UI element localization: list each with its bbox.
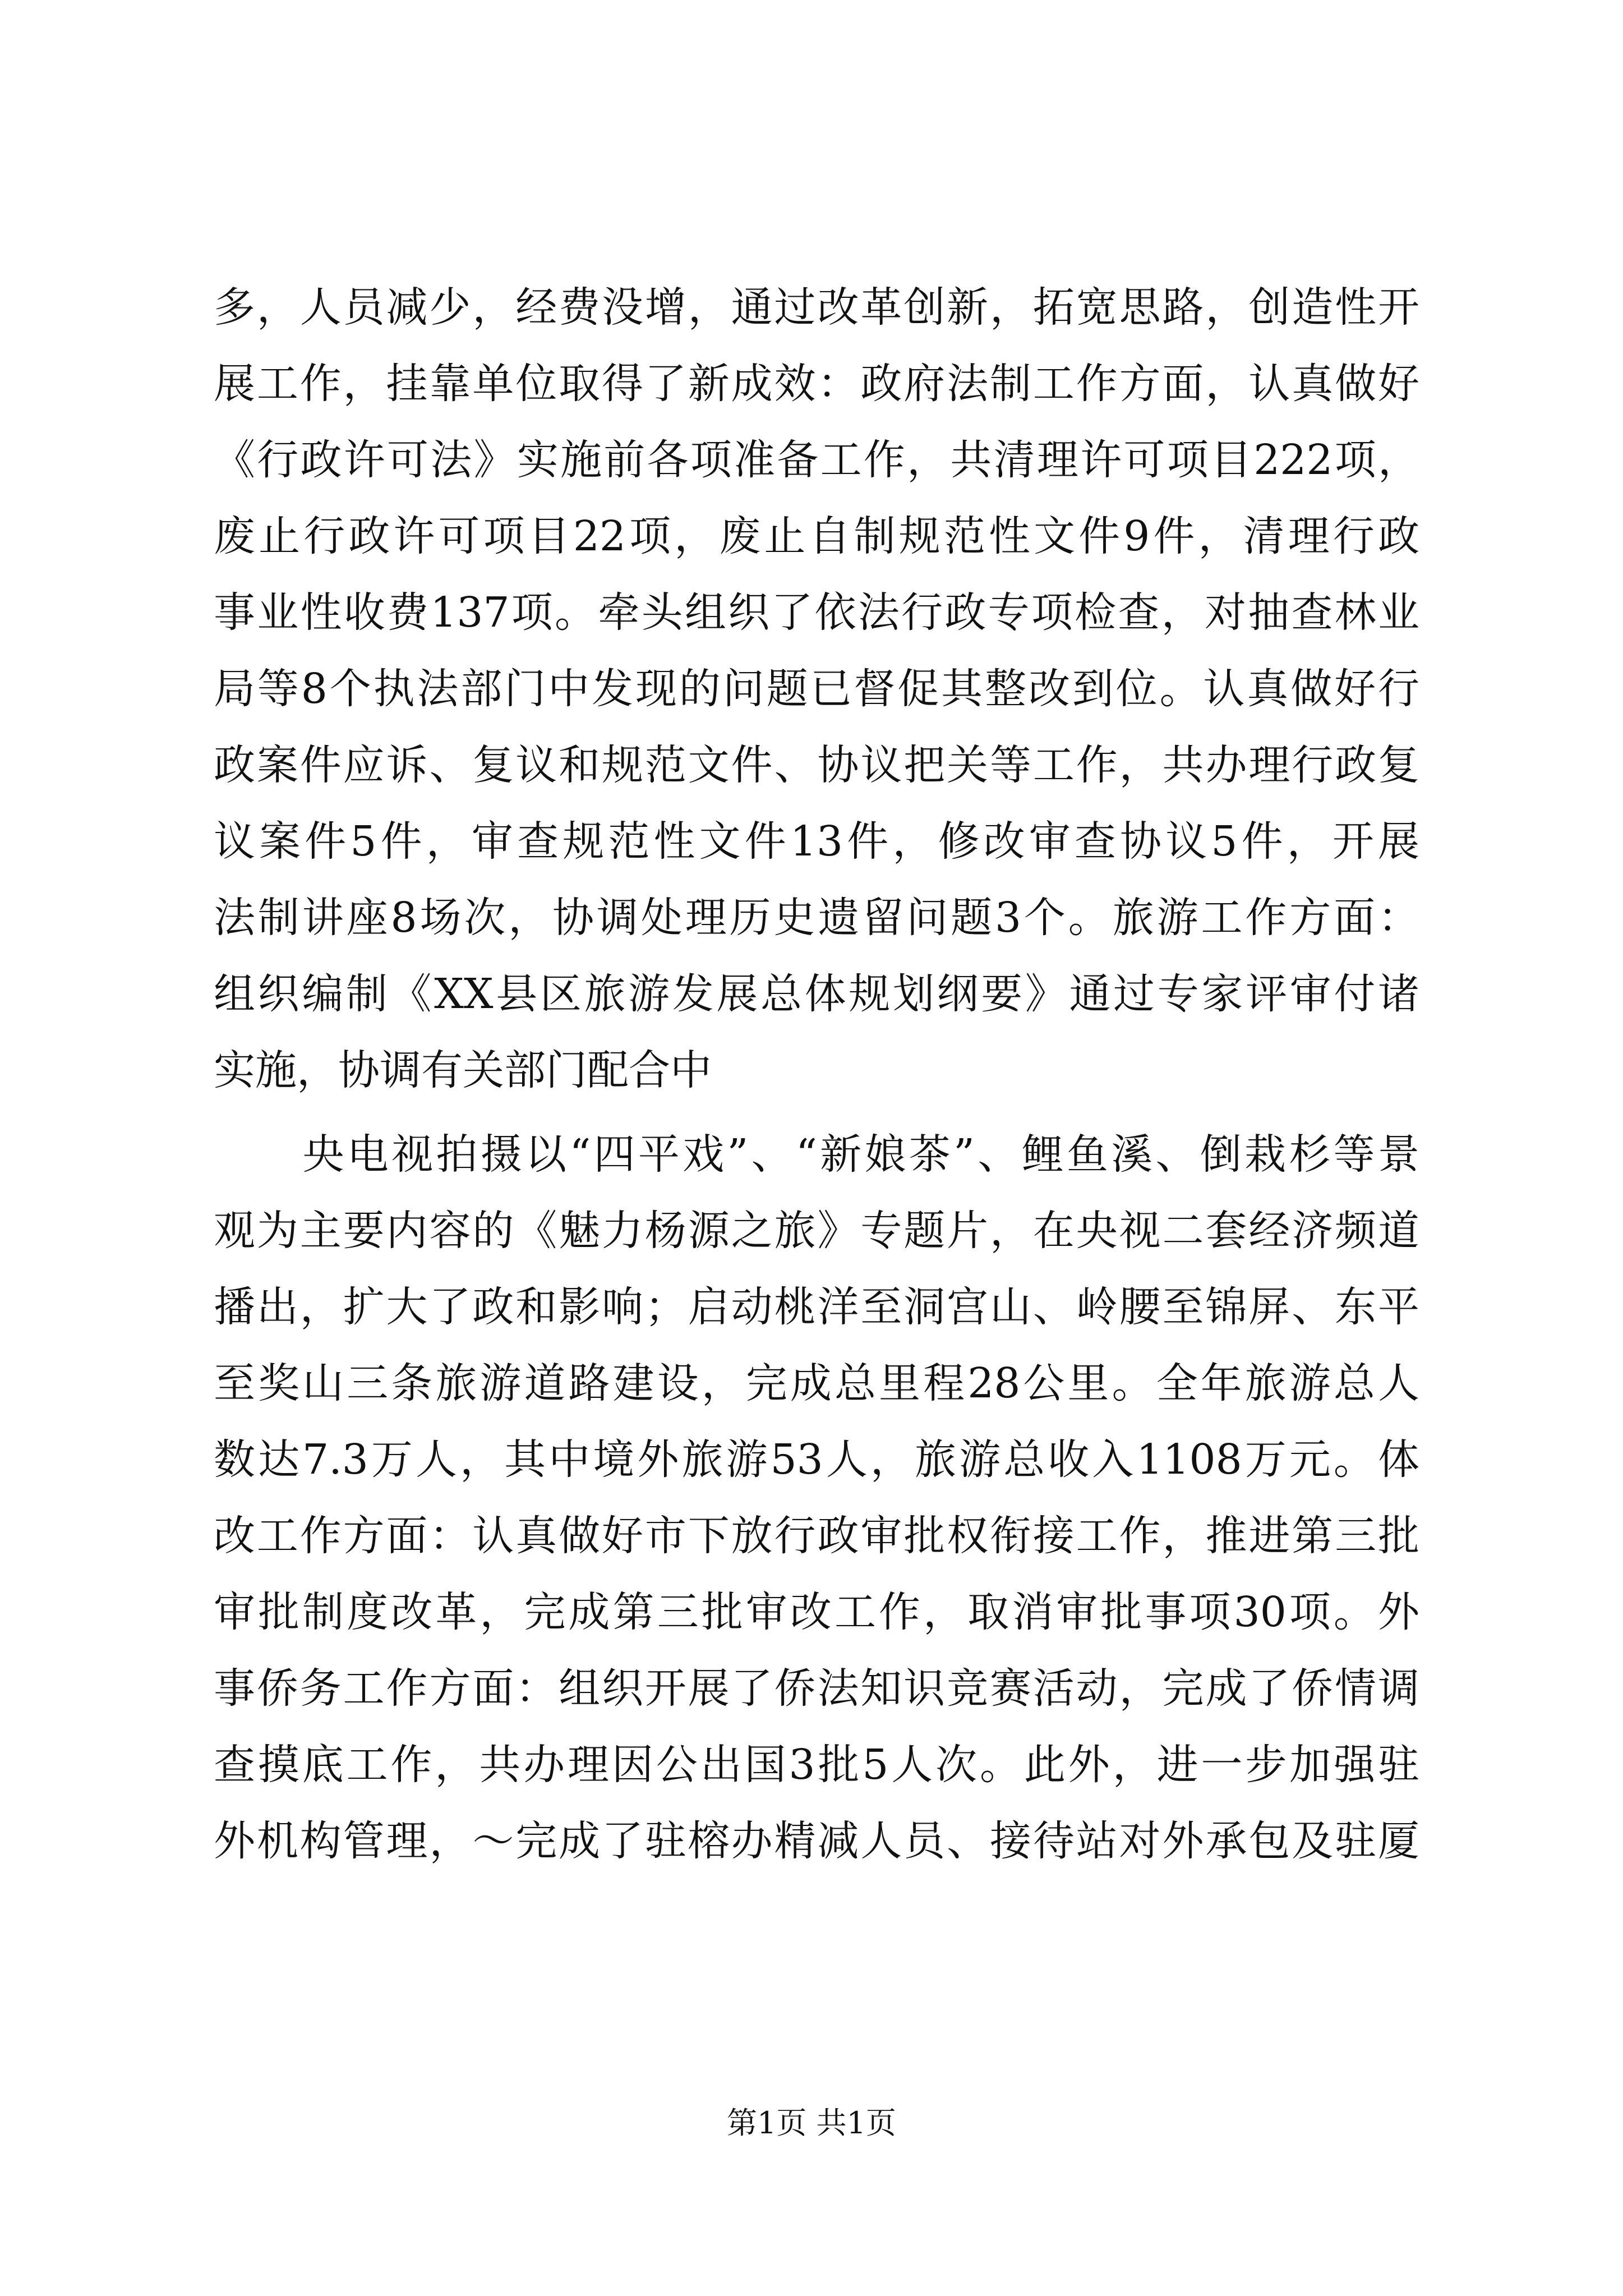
page-number-footer: 第1页 共1页 [727,2105,896,2141]
paragraph-1 [214,269,1419,1108]
text-line: 事业性收费137项。牵头组织了依法行政专项检查，对抽查林业 [214,588,1419,637]
paragraph-gap [214,1108,1419,1116]
text-line: 事侨务工作方面：组织开展了侨法知识竞赛活动，完成了侨情调 [214,1664,1419,1713]
text-line: 查摸底工作，共办理因公出国3批5人次。此外，进一步加强驻 [214,1741,1419,1789]
text-line: 央电视拍摄以“四平戏”、“新娘茶”、鲤鱼溪、倒栽杉等景 [214,1130,1419,1179]
text-line: 议案件5件，审查规范性文件13件，修改审查协议5件，开展 [214,817,1419,866]
text-line: 《行政许可法》实施前各项准备工作，共清理许可项目222项， [214,436,1419,484]
document-body [214,269,1419,1879]
text-line: 政案件应诉、复议和规范文件、协议把关等工作，共办理行政复 [214,741,1419,789]
text-line: 局等8个执法部门中发现的问题已督促其整改到位。认真做好行 [214,665,1419,713]
paragraph-2 [214,1116,1419,1879]
text-line: 组织编制《XX县区旅游发展总体规划纲要》通过专家评审付诸 [214,970,1419,1018]
text-line: 改工作方面：认真做好市下放行政审批权衔接工作，推进第三批 [214,1512,1419,1560]
text-line: 法制讲座8场次，协调处理历史遗留问题3个。旅游工作方面： [214,894,1419,942]
text-line: 播出，扩大了政和影响；启动桃洋至洞宫山、岭腰至锦屏、东平 [214,1283,1419,1331]
text-line: 观为主要内容的《魅力杨源之旅》专题片，在央视二套经济频道 [214,1207,1419,1255]
text-line: 数达7.3万人，其中境外旅游53人，旅游总收入1108万元。体 [214,1435,1419,1484]
text-line: 多，人员减少，经费没增，通过改革创新，拓宽思路，创造性开 [214,283,1419,332]
text-line: 展工作，挂靠单位取得了新成效：政府法制工作方面，认真做好 [214,360,1419,408]
text-line: 实施，协调有关部门配合中 [214,1046,712,1094]
text-line: 废止行政许可项目22项，废止自制规范性文件9件，清理行政 [214,512,1419,560]
text-line: 外机构管理，～完成了驻榕办精减人员、接待站对外承包及驻厦 [214,1817,1419,1865]
text-line: 审批制度改革，完成第三批审改工作，取消审批事项30项。外 [214,1588,1419,1636]
text-line: 至奖山三条旅游道路建设，完成总里程28公里。全年旅游总人 [214,1359,1419,1407]
